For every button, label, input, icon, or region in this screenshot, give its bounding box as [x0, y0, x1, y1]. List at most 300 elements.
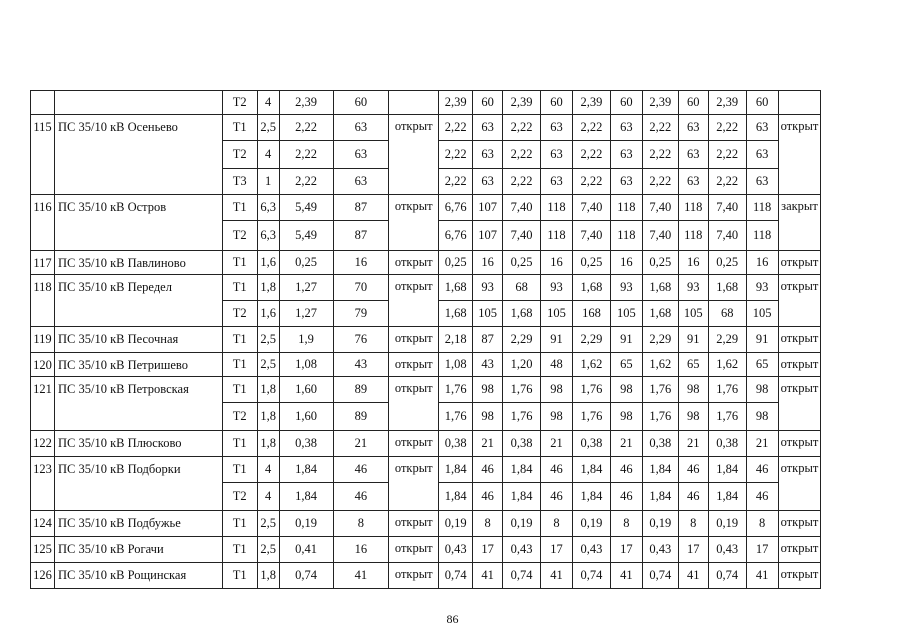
data-cell: 2,5: [257, 537, 279, 563]
breaker-status: открыт: [389, 537, 439, 563]
table-body: [31, 91, 905, 589]
data-cell: 118: [610, 221, 642, 251]
table-row: [31, 563, 905, 589]
data-cell: 2,29: [642, 327, 678, 353]
data-cell: 1,84: [503, 457, 541, 483]
data-cell: 16: [610, 251, 642, 275]
data-cell: 1,84: [642, 457, 678, 483]
substation-name: ПС 35/10 кВ Осеньево: [54, 115, 222, 195]
data-cell: 1,84: [642, 483, 678, 511]
data-cell: 2,39: [572, 91, 610, 115]
data-cell: 2,39: [642, 91, 678, 115]
data-cell: 1,76: [439, 403, 473, 431]
data-cell: 60: [541, 91, 573, 115]
data-cell: 0,43: [503, 537, 541, 563]
data-cell: Т2: [222, 483, 257, 511]
data-cell: 63: [610, 141, 642, 169]
data-cell: 2,39: [439, 91, 473, 115]
data-cell: 118: [678, 221, 708, 251]
breaker-status: открыт: [389, 115, 439, 195]
data-cell: 60: [678, 91, 708, 115]
data-cell: 6,76: [439, 195, 473, 221]
data-cell: 1,76: [708, 403, 746, 431]
substation-number: 124: [31, 511, 55, 537]
data-cell: 21: [473, 431, 503, 457]
data-cell: 1,84: [572, 457, 610, 483]
data-cell: 17: [610, 537, 642, 563]
data-cell: 2,29: [572, 327, 610, 353]
substation-number: 123: [31, 457, 55, 511]
substation-number: 125: [31, 537, 55, 563]
data-cell: 2,5: [257, 353, 279, 377]
data-cell: 63: [678, 169, 708, 195]
data-cell: 1,27: [279, 275, 333, 301]
data-cell: 98: [678, 377, 708, 403]
data-cell: 1,8: [257, 377, 279, 403]
data-cell: 0,41: [279, 537, 333, 563]
data-cell: 70: [333, 275, 389, 301]
data-cell: 0,25: [642, 251, 678, 275]
data-cell: 7,40: [642, 221, 678, 251]
breaker-status: открыт: [389, 327, 439, 353]
data-cell: 60: [746, 91, 778, 115]
data-cell: 1,6: [257, 251, 279, 275]
data-cell: 1,84: [572, 483, 610, 511]
data-cell: 1,62: [708, 353, 746, 377]
data-cell: 0,43: [642, 537, 678, 563]
data-cell: 63: [746, 169, 778, 195]
data-cell: 105: [473, 301, 503, 327]
data-cell: 2,22: [708, 141, 746, 169]
data-cell: 89: [333, 377, 389, 403]
data-cell: Т1: [222, 431, 257, 457]
data-cell: 118: [746, 195, 778, 221]
substation-name: ПС 35/10 кВ Остров: [54, 195, 222, 251]
data-cell: 1,08: [439, 353, 473, 377]
data-cell: 1,9: [279, 327, 333, 353]
table-row: [31, 91, 905, 115]
data-cell: 46: [610, 457, 642, 483]
data-cell: 0,74: [503, 563, 541, 589]
data-cell: 2,18: [439, 327, 473, 353]
data-cell: 0,38: [503, 431, 541, 457]
data-cell: 16: [746, 251, 778, 275]
data-cell: 168: [572, 301, 610, 327]
data-cell: 1,68: [439, 301, 473, 327]
data-cell: Т3: [222, 169, 257, 195]
data-cell: Т1: [222, 115, 257, 141]
data-cell: 65: [746, 353, 778, 377]
data-cell: Т1: [222, 251, 257, 275]
data-cell: 1,76: [642, 377, 678, 403]
breaker-status-final: открыт: [778, 327, 821, 353]
data-cell: 2,22: [279, 141, 333, 169]
data-cell: 2,22: [439, 141, 473, 169]
data-cell: 21: [746, 431, 778, 457]
data-cell: 1,68: [572, 275, 610, 301]
data-cell: 63: [610, 115, 642, 141]
breaker-status: открыт: [389, 275, 439, 327]
data-cell: 68: [708, 301, 746, 327]
data-cell: Т1: [222, 563, 257, 589]
data-cell: 1,60: [279, 377, 333, 403]
data-cell: 63: [541, 115, 573, 141]
data-cell: 46: [541, 457, 573, 483]
data-cell: Т2: [222, 141, 257, 169]
data-cell: 1,20: [503, 353, 541, 377]
data-cell: 98: [473, 377, 503, 403]
data-cell: 1,84: [439, 457, 473, 483]
table-row: [31, 275, 905, 301]
data-cell: 8: [473, 511, 503, 537]
breaker-status-final: открыт: [778, 251, 821, 275]
data-cell: 1,84: [439, 483, 473, 511]
data-cell: 1,27: [279, 301, 333, 327]
data-cell: 4: [257, 91, 279, 115]
substation-name: ПС 35/10 кВ Павлиново: [54, 251, 222, 275]
data-cell: 16: [473, 251, 503, 275]
data-cell: 1,62: [572, 353, 610, 377]
data-cell: 2,39: [503, 91, 541, 115]
data-cell: 63: [333, 169, 389, 195]
data-cell: 0,43: [572, 537, 610, 563]
data-cell: 21: [333, 431, 389, 457]
data-cell: 60: [333, 91, 389, 115]
data-cell: 5,49: [279, 195, 333, 221]
table-row: [31, 251, 905, 275]
data-cell: 60: [473, 91, 503, 115]
data-cell: 63: [610, 169, 642, 195]
table-row: [31, 511, 905, 537]
data-cell: 46: [473, 457, 503, 483]
data-cell: 0,43: [439, 537, 473, 563]
data-cell: Т1: [222, 377, 257, 403]
data-cell: 87: [473, 327, 503, 353]
data-cell: 17: [678, 537, 708, 563]
data-cell: Т1: [222, 327, 257, 353]
data-cell: 6,76: [439, 221, 473, 251]
data-cell: 105: [610, 301, 642, 327]
data-cell: 118: [541, 221, 573, 251]
data-cell: 2,39: [708, 91, 746, 115]
data-cell: 98: [541, 377, 573, 403]
data-cell: 118: [541, 195, 573, 221]
substation-number: 117: [31, 251, 55, 275]
table-row: [31, 377, 905, 403]
data-cell: 6,3: [257, 195, 279, 221]
data-cell: 7,40: [503, 195, 541, 221]
data-cell: 1,84: [279, 457, 333, 483]
data-cell: 8: [746, 511, 778, 537]
data-cell: Т1: [222, 537, 257, 563]
data-cell: 0,74: [279, 563, 333, 589]
data-cell: 1,84: [503, 483, 541, 511]
substation-name: ПС 35/10 кВ Рогачи: [54, 537, 222, 563]
data-cell: 41: [746, 563, 778, 589]
data-cell: 4: [257, 141, 279, 169]
data-cell: 21: [678, 431, 708, 457]
data-cell: 1,84: [708, 457, 746, 483]
data-cell: 93: [541, 275, 573, 301]
data-cell: 8: [541, 511, 573, 537]
table-row: [31, 327, 905, 353]
data-cell: 63: [333, 115, 389, 141]
substation-number: 116: [31, 195, 55, 251]
data-cell: 17: [541, 537, 573, 563]
data-cell: 93: [610, 275, 642, 301]
data-cell: 63: [473, 115, 503, 141]
breaker-status: открыт: [389, 251, 439, 275]
data-cell: 21: [610, 431, 642, 457]
substation-number: 121: [31, 377, 55, 431]
data-cell: 0,38: [642, 431, 678, 457]
data-cell: 46: [333, 483, 389, 511]
data-cell: 91: [678, 327, 708, 353]
data-cell: 105: [746, 301, 778, 327]
data-cell: 98: [610, 403, 642, 431]
data-cell: Т1: [222, 457, 257, 483]
data-cell: 63: [473, 169, 503, 195]
data-cell: 1,76: [439, 377, 473, 403]
data-cell: 118: [610, 195, 642, 221]
data-cell: 63: [746, 141, 778, 169]
data-cell: 1,76: [503, 377, 541, 403]
data-cell: 1,8: [257, 431, 279, 457]
data-cell: 68: [503, 275, 541, 301]
data-cell: 63: [473, 141, 503, 169]
data-cell: 2,22: [503, 115, 541, 141]
data-cell: 7,40: [708, 221, 746, 251]
data-cell: 7,40: [572, 195, 610, 221]
data-cell: 1,76: [708, 377, 746, 403]
data-cell: Т2: [222, 403, 257, 431]
data-cell: Т1: [222, 275, 257, 301]
data-cell: 1,76: [572, 403, 610, 431]
data-cell: 0,25: [572, 251, 610, 275]
data-cell: 2,5: [257, 327, 279, 353]
breaker-status-final: открыт: [778, 511, 821, 537]
data-cell: 63: [541, 141, 573, 169]
data-cell: Т1: [222, 353, 257, 377]
data-cell: 41: [473, 563, 503, 589]
data-cell: 8: [610, 511, 642, 537]
data-cell: 46: [746, 483, 778, 511]
data-cell: 0,25: [439, 251, 473, 275]
data-cell: 43: [473, 353, 503, 377]
substation-name: ПС 35/10 кВ Песочная: [54, 327, 222, 353]
data-cell: 91: [610, 327, 642, 353]
data-cell: 2,29: [503, 327, 541, 353]
data-cell: 98: [610, 377, 642, 403]
substation-number: 120: [31, 353, 55, 377]
substation-name: ПС 35/10 кВ Петришево: [54, 353, 222, 377]
data-cell: 0,38: [572, 431, 610, 457]
data-cell: Т2: [222, 221, 257, 251]
breaker-status: открыт: [389, 195, 439, 251]
data-cell: 2,22: [503, 169, 541, 195]
substation-number: 115: [31, 115, 55, 195]
substation-number: 119: [31, 327, 55, 353]
data-cell: 63: [678, 141, 708, 169]
data-cell: 0,19: [708, 511, 746, 537]
data-cell: 46: [746, 457, 778, 483]
data-cell: 63: [541, 169, 573, 195]
data-cell: 16: [333, 537, 389, 563]
data-cell: 1,8: [257, 275, 279, 301]
breaker-status: открыт: [389, 457, 439, 511]
data-cell: 118: [678, 195, 708, 221]
data-cell: 48: [541, 353, 573, 377]
data-cell: 98: [746, 403, 778, 431]
substation-load-table: [30, 90, 905, 589]
breaker-status: открыт: [389, 431, 439, 457]
data-cell: 1,8: [257, 563, 279, 589]
data-cell: 0,38: [279, 431, 333, 457]
data-cell: 98: [541, 403, 573, 431]
data-cell: 2,22: [439, 115, 473, 141]
breaker-status-final: открыт: [778, 377, 821, 431]
data-cell: 1,68: [642, 301, 678, 327]
data-cell: 2,22: [572, 115, 610, 141]
data-cell: 79: [333, 301, 389, 327]
data-cell: 1,08: [279, 353, 333, 377]
data-cell: 91: [541, 327, 573, 353]
data-cell: 0,25: [279, 251, 333, 275]
table-row: [31, 431, 905, 457]
data-cell: 16: [678, 251, 708, 275]
data-cell: 2,5: [257, 511, 279, 537]
breaker-status-final: открыт: [778, 431, 821, 457]
substation-name: ПС 35/10 кВ Рощинская: [54, 563, 222, 589]
substation-number: 118: [31, 275, 55, 327]
data-cell: 65: [678, 353, 708, 377]
substation-name: ПС 35/10 кВ Плюсково: [54, 431, 222, 457]
substation-name: [54, 91, 222, 115]
breaker-status: открыт: [389, 563, 439, 589]
breaker-status: открыт: [389, 377, 439, 431]
breaker-status-final: [778, 91, 821, 115]
data-cell: 63: [333, 141, 389, 169]
data-cell: 2,29: [708, 327, 746, 353]
data-cell: 46: [333, 457, 389, 483]
data-cell: 107: [473, 195, 503, 221]
substation-name: ПС 35/10 кВ Петровская: [54, 377, 222, 431]
data-cell: 1,60: [279, 403, 333, 431]
breaker-status-final: открыт: [778, 563, 821, 589]
data-cell: 21: [541, 431, 573, 457]
data-cell: 7,40: [572, 221, 610, 251]
data-cell: 4: [257, 457, 279, 483]
data-cell: 87: [333, 221, 389, 251]
data-cell: 2,22: [572, 169, 610, 195]
breaker-status-final: закрыт: [778, 195, 821, 251]
breaker-status: открыт: [389, 353, 439, 377]
data-cell: 4: [257, 483, 279, 511]
data-cell: 8: [333, 511, 389, 537]
data-cell: 0,19: [439, 511, 473, 537]
data-cell: 16: [541, 251, 573, 275]
data-cell: 0,74: [572, 563, 610, 589]
substation-number: 126: [31, 563, 55, 589]
data-cell: 1,76: [642, 403, 678, 431]
data-cell: 5,49: [279, 221, 333, 251]
page-number: 86: [446, 612, 459, 626]
breaker-status: [389, 91, 439, 115]
substation-number: [31, 91, 55, 115]
data-cell: 7,40: [503, 221, 541, 251]
data-cell: 2,22: [642, 141, 678, 169]
data-cell: 17: [746, 537, 778, 563]
substation-name: ПС 35/10 кВ Передел: [54, 275, 222, 327]
data-cell: 105: [541, 301, 573, 327]
data-cell: 2,22: [642, 115, 678, 141]
data-cell: 8: [678, 511, 708, 537]
data-cell: 98: [473, 403, 503, 431]
data-cell: 6,3: [257, 221, 279, 251]
data-cell: 93: [473, 275, 503, 301]
data-cell: 93: [678, 275, 708, 301]
data-cell: 7,40: [642, 195, 678, 221]
substation-name: ПС 35/10 кВ Подборки: [54, 457, 222, 511]
breaker-status-final: открыт: [778, 537, 821, 563]
data-cell: 0,25: [503, 251, 541, 275]
data-cell: 41: [541, 563, 573, 589]
table-row: [31, 537, 905, 563]
data-cell: 2,22: [572, 141, 610, 169]
table-row: [31, 115, 905, 141]
data-cell: 2,22: [439, 169, 473, 195]
data-cell: 0,74: [708, 563, 746, 589]
data-cell: 105: [678, 301, 708, 327]
data-cell: Т1: [222, 511, 257, 537]
data-cell: 1,6: [257, 301, 279, 327]
data-cell: 91: [746, 327, 778, 353]
data-cell: 89: [333, 403, 389, 431]
data-cell: 1,62: [642, 353, 678, 377]
table-row: [31, 457, 905, 483]
data-cell: 87: [333, 195, 389, 221]
data-cell: 7,40: [708, 195, 746, 221]
data-cell: 41: [678, 563, 708, 589]
data-cell: 98: [678, 403, 708, 431]
data-cell: 2,39: [279, 91, 333, 115]
data-cell: 118: [746, 221, 778, 251]
data-cell: 0,74: [439, 563, 473, 589]
data-cell: 60: [610, 91, 642, 115]
data-cell: 2,22: [279, 169, 333, 195]
data-cell: 2,22: [708, 169, 746, 195]
data-cell: 2,22: [642, 169, 678, 195]
data-cell: 0,38: [708, 431, 746, 457]
table-row: [31, 353, 905, 377]
data-cell: 0,25: [708, 251, 746, 275]
data-cell: 107: [473, 221, 503, 251]
data-cell: 41: [610, 563, 642, 589]
data-cell: Т1: [222, 195, 257, 221]
data-cell: 1,68: [642, 275, 678, 301]
data-cell: 2,22: [708, 115, 746, 141]
data-cell: 1,84: [279, 483, 333, 511]
data-cell: 41: [333, 563, 389, 589]
data-cell: 1,68: [503, 301, 541, 327]
data-cell: 46: [610, 483, 642, 511]
substation-name: ПС 35/10 кВ Подбужье: [54, 511, 222, 537]
data-cell: 0,19: [572, 511, 610, 537]
data-cell: 63: [678, 115, 708, 141]
data-cell: 1,84: [708, 483, 746, 511]
data-cell: 1,76: [572, 377, 610, 403]
data-cell: 43: [333, 353, 389, 377]
